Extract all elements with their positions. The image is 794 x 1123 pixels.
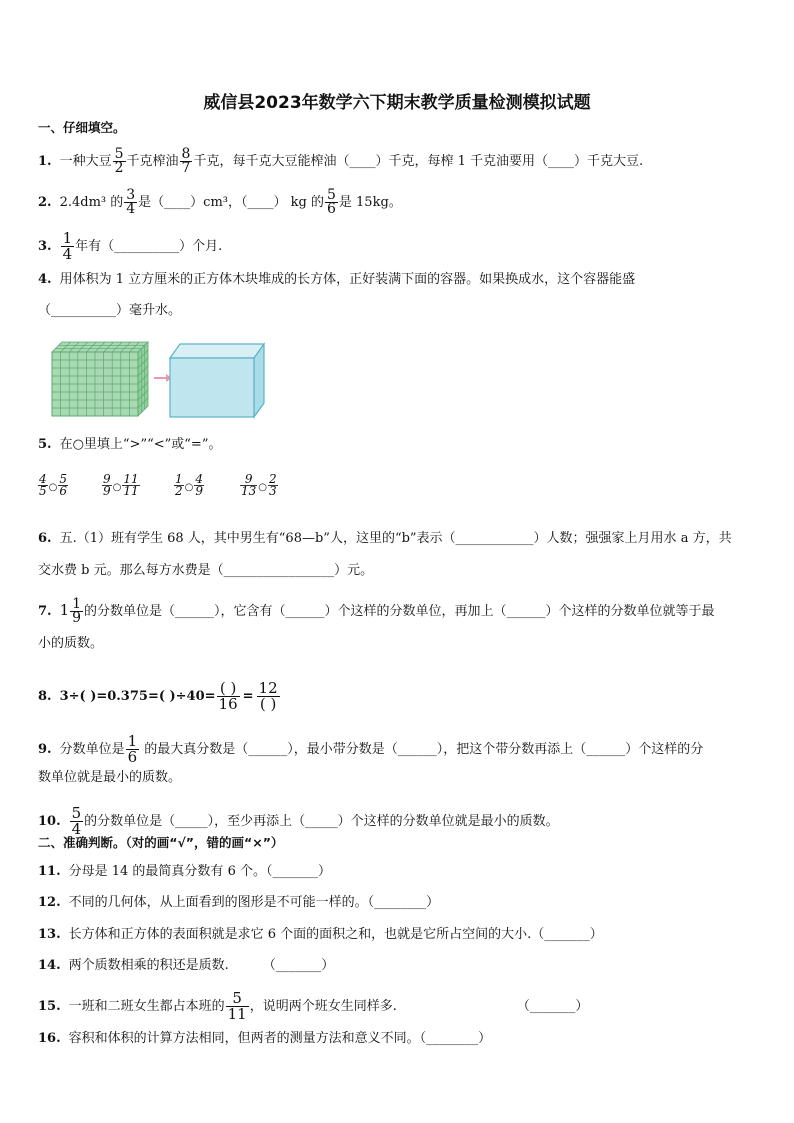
page-title: 威信县2023年数学六下期末教学质量检测模拟试题 — [203, 93, 591, 113]
question-11: 11. 分母是 14 的最简真分数有 6 个。（_______） — [38, 864, 331, 879]
question-3: 3. $\frac{1}{4}$ 年有（__________）个月. — [38, 229, 223, 263]
question-number: 1. — [38, 154, 52, 169]
fraction: ( ) 16 — [218, 679, 238, 713]
fraction: $\frac{5}{11}$ — [227, 989, 247, 1023]
section-heading-true-false: 二、准确判断。（对的画“√”，错的画“×”） — [38, 835, 284, 850]
comparison-1: $\frac{4}{5}$ ○ $\frac{5}{6}$ — [39, 472, 68, 498]
question-4-line-1: 4. 用体积为 1 立方厘米的正方体木块堆成的长方体，正好装满下面的容器。如果换成水，这个容器能盛 — [38, 272, 636, 287]
question-10: 10. $\frac{5}{4}$ 的分数单位是（_____），至少再添上（_____）个这样的分数单位就是最小的质数。 — [38, 804, 559, 838]
circle-blank-icon: ○ — [112, 482, 122, 493]
arrow-icon — [154, 374, 172, 382]
question-2: 2. 2.4dm³ 的 $\frac{3}{4}$ 是（____）cm³，（____） kg 的 $\frac{5}{6}$ 是 15kg。 — [38, 187, 402, 217]
question-7-line-2: 小的质数。 — [38, 636, 104, 651]
question-8: 8. 3÷( )=0.375=( )÷40= ( ) 16 = 12 ( ) — [38, 679, 278, 713]
fraction: $\frac{1}{6}$ — [127, 732, 138, 766]
empty-container-figure — [170, 344, 264, 417]
cube-stack-figure — [52, 342, 148, 416]
fraction: 12 ( ) — [258, 679, 278, 713]
question-4-line-2: （__________）毫升水。 — [38, 303, 182, 318]
question-14: 14. 两个质数相乘的积还是质数. （_______） — [38, 958, 335, 973]
fraction: $\frac{1}{4}$ — [62, 229, 73, 263]
question-1: 1. 一种大豆 $\frac{5}{2}$ 千克榨油 $\frac{8}{7}$ 千克，每千克大豆能榨油（____）千克，每榨 1 千克油要用（____）千克大豆. — [38, 146, 644, 176]
circle-blank-icon: ○ — [184, 482, 194, 493]
question-16: 16. 容积和体积的计算方法相同，但两者的测量方法和意义不同。（________） — [38, 1031, 492, 1046]
question-9-line-1: 9. 分数单位是 $\frac{1}{6}$ 的最大真分数是（______），最小带分数是（______），把这个带分数再添上（______）个这样的分 — [38, 732, 704, 766]
question-6-line-2: 交水费 b 元。那么每方水费是（_________________）元。 — [38, 563, 374, 578]
fraction: $\frac{5}{2}$ — [114, 146, 124, 176]
cube-stack-and-container-figure — [48, 340, 270, 420]
question-15: 15. 一班和二班女生都占本班的 $\frac{5}{11}$ ，说明两个班女生同样多. （_______） — [38, 989, 589, 1023]
comparison-2: $\frac{9}{9}$ ○ $\frac{11}{11}$ — [103, 472, 139, 498]
comparison-3: $\frac{1}{2}$ ○ $\frac{4}{9}$ — [175, 472, 204, 498]
fraction: $\frac{5}{4}$ — [71, 804, 82, 838]
question-5: 5. 在○里填上“>”“<”或“=”。 — [38, 437, 222, 452]
fraction: $\frac{8}{7}$ — [181, 146, 191, 176]
question-6-line-1: 6. 五.（1）班有学生 68 人，其中男生有“68—b”人，这里的“b”表示（____________）人数；强强家上月用水 a 方，共 — [38, 531, 732, 546]
question-13: 13. 长方体和正方体的表面积就是求它 6 个面的面积之和，也就是它所占空间的大小.（_______） — [38, 927, 603, 942]
question-12: 12. 不同的几何体，从上面看到的图形是不可能一样的。（________） — [38, 895, 440, 910]
fraction: $\frac{5}{6}$ — [326, 187, 336, 217]
question-7-line-1: 7. 1 $\frac{1}{9}$ 的分数单位是（______），它含有（______）个这样的分数单位，再加上（______）个这样的分数单位就等于最 — [38, 596, 715, 626]
question-9-line-2: 数单位就是最小的质数。 — [38, 770, 182, 785]
comparison-4: $\frac{9}{13}$ ○ $\frac{2}{3}$ — [241, 472, 277, 498]
circle-blank-icon: ○ — [48, 482, 58, 493]
section-heading-fill-in: 一、仔细填空。 — [38, 120, 126, 135]
fraction: $\frac{3}{4}$ — [126, 187, 136, 217]
fraction: $\frac{1}{9}$ — [72, 596, 82, 626]
circle-blank-icon: ○ — [258, 482, 268, 493]
